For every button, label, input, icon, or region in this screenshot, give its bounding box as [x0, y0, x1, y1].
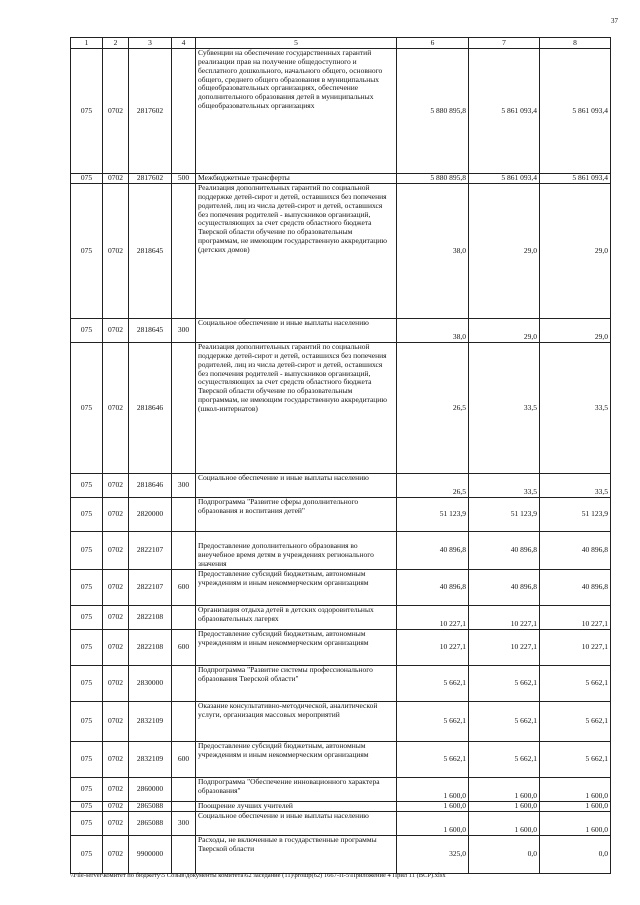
amount-col-6: 5 880 895,8 [397, 174, 469, 184]
amount-col-8: 0,0 [540, 836, 611, 874]
target-code: 2865088 [129, 812, 172, 836]
amount-col-7: 40 896,8 [469, 532, 540, 570]
amount-col-8: 33,5 [540, 474, 611, 498]
table-row [71, 666, 611, 702]
section-code: 0702 [103, 802, 129, 812]
amount-col-6: 5 662,1 [397, 702, 469, 742]
table-row [71, 570, 611, 606]
target-code: 2818645 [129, 319, 172, 343]
table-row [71, 532, 611, 570]
table-row [71, 49, 611, 174]
amount-col-8: 5 662,1 [540, 666, 611, 702]
ministry-code: 075 [71, 184, 103, 319]
header-cell-3: 3 [129, 38, 172, 49]
section-code: 0702 [103, 343, 129, 474]
amount-col-6: 38,0 [397, 184, 469, 319]
amount-col-6: 51 123,9 [397, 498, 469, 532]
item-description: Предоставление дополнительного образования во внеучебное время детям в учреждениях регионального значения [196, 532, 397, 570]
ministry-code: 075 [71, 343, 103, 474]
amount-col-8: 10 227,1 [540, 630, 611, 666]
ministry-code: 075 [71, 174, 103, 184]
expense-type-code: 300 [172, 812, 196, 836]
target-code: 2830000 [129, 666, 172, 702]
item-description: Субвенции на обеспечение государственных гарантий реализации прав на получение общедоступного и бесплатного дошкольного, начального общего, основного общего, среднего общего образования в муниципальных общеобразовательных организациях, обеспечение дополнительного образования детей в муниципальных общеобразовательных организациях [196, 49, 397, 174]
amount-col-6: 26,5 [397, 474, 469, 498]
target-code: 2820000 [129, 498, 172, 532]
amount-col-7: 1 600,0 [469, 778, 540, 802]
amount-col-6: 1 600,0 [397, 802, 469, 812]
section-code: 0702 [103, 174, 129, 184]
amount-col-8: 51 123,9 [540, 498, 611, 532]
table-row [71, 174, 611, 184]
amount-col-6: 1 600,0 [397, 778, 469, 802]
ministry-code: 075 [71, 836, 103, 874]
table-row [71, 812, 611, 836]
expense-type-code: 600 [172, 570, 196, 606]
item-description: Поощрение лучших учителей [196, 802, 397, 812]
amount-col-6: 40 896,8 [397, 570, 469, 606]
header-cell-4: 4 [172, 38, 196, 49]
ministry-code: 075 [71, 532, 103, 570]
amount-col-8: 1 600,0 [540, 802, 611, 812]
target-code: 2817602 [129, 174, 172, 184]
target-code: 2822107 [129, 570, 172, 606]
amount-col-8: 1 600,0 [540, 778, 611, 802]
item-description: Предоставление субсидий бюджетным, автономным учреждениям и иным некоммерческим организациям [196, 742, 397, 778]
target-code: 2822107 [129, 532, 172, 570]
item-description: Реализация дополнительных гарантий по социальной поддержке детей-сирот и детей, оставшихся без попечения родителей, лиц из числа детей-сирот и детей, оставшихся без попечения родителей - выпускников организаций, осуществляющих за счет средств областного бюджета Тверской области обучение по образовательным программам, не имеющим государственную аккредитацию (детских домов) [196, 184, 397, 319]
header-cell-8: 8 [540, 38, 611, 49]
expense-type-code [172, 498, 196, 532]
expense-type-code [172, 49, 196, 174]
amount-col-8: 40 896,8 [540, 570, 611, 606]
amount-col-8: 10 227,1 [540, 606, 611, 630]
target-code: 2832109 [129, 702, 172, 742]
expense-type-code [172, 702, 196, 742]
amount-col-7: 29,0 [469, 184, 540, 319]
amount-col-7: 10 227,1 [469, 606, 540, 630]
target-code: 2818646 [129, 343, 172, 474]
expense-type-code: 300 [172, 319, 196, 343]
table-row [71, 802, 611, 812]
expense-type-code: 500 [172, 174, 196, 184]
table-row [71, 606, 611, 630]
amount-col-7: 5 861 093,4 [469, 49, 540, 174]
header-cell-6: 6 [397, 38, 469, 49]
expense-type-code: 300 [172, 474, 196, 498]
item-description: Предоставление субсидий бюджетным, автономным учреждениям и иным некоммерческим организациям [196, 630, 397, 666]
target-code: 2817602 [129, 49, 172, 174]
section-code: 0702 [103, 630, 129, 666]
section-code: 0702 [103, 570, 129, 606]
ministry-code: 075 [71, 666, 103, 702]
amount-col-6: 38,0 [397, 319, 469, 343]
section-code: 0702 [103, 702, 129, 742]
item-description: Социальное обеспечение и иные выплаты населению [196, 319, 397, 343]
amount-col-7: 5 662,1 [469, 702, 540, 742]
amount-col-8: 5 861 093,4 [540, 174, 611, 184]
amount-col-7: 51 123,9 [469, 498, 540, 532]
section-code: 0702 [103, 532, 129, 570]
amount-col-8: 5 861 093,4 [540, 49, 611, 174]
budget-table [70, 37, 611, 874]
file-path-footer: \\File-server\комитет по бюджету\5 Созыв\документы комитета\62 заседание (11)\proшр(62) 1667-П-5\Приложение 4 Прил 11 (ВСР).xlsx [70, 872, 446, 879]
section-code: 0702 [103, 498, 129, 532]
amount-col-8: 1 600,0 [540, 812, 611, 836]
amount-col-6: 26,5 [397, 343, 469, 474]
amount-col-8: 29,0 [540, 319, 611, 343]
expense-type-code [172, 666, 196, 702]
item-description: Оказание консультативно-методической, аналитической услуги, организация массовых мероприятий [196, 702, 397, 742]
amount-col-7: 33,5 [469, 474, 540, 498]
table-row [71, 836, 611, 874]
header-row [71, 38, 611, 49]
header-cell-1: 1 [71, 38, 103, 49]
ministry-code: 075 [71, 812, 103, 836]
table-row [71, 702, 611, 742]
amount-col-6: 1 600,0 [397, 812, 469, 836]
amount-col-8: 40 896,8 [540, 532, 611, 570]
section-code: 0702 [103, 606, 129, 630]
amount-col-7: 40 896,8 [469, 570, 540, 606]
header-cell-7: 7 [469, 38, 540, 49]
item-description: Социальное обеспечение и иные выплаты населению [196, 474, 397, 498]
ministry-code: 075 [71, 702, 103, 742]
table-row [71, 630, 611, 666]
expense-type-code [172, 532, 196, 570]
amount-col-7: 1 600,0 [469, 802, 540, 812]
section-code: 0702 [103, 742, 129, 778]
amount-col-8: 29,0 [540, 184, 611, 319]
amount-col-8: 5 662,1 [540, 702, 611, 742]
amount-col-6: 10 227,1 [397, 606, 469, 630]
section-code: 0702 [103, 474, 129, 498]
section-code: 0702 [103, 666, 129, 702]
table-row [71, 742, 611, 778]
amount-col-7: 1 600,0 [469, 812, 540, 836]
target-code: 2865088 [129, 802, 172, 812]
amount-col-6: 325,0 [397, 836, 469, 874]
ministry-code: 075 [71, 606, 103, 630]
ministry-code: 075 [71, 802, 103, 812]
expense-type-code [172, 802, 196, 812]
amount-col-7: 5 662,1 [469, 666, 540, 702]
target-code: 2860000 [129, 778, 172, 802]
page-number: 37 [611, 17, 618, 25]
section-code: 0702 [103, 836, 129, 874]
amount-col-7: 29,0 [469, 319, 540, 343]
amount-col-6: 10 227,1 [397, 630, 469, 666]
item-description: Подпрограмма "Развитие сферы дополнительного образования и воспитания детей" [196, 498, 397, 532]
target-code: 2822108 [129, 630, 172, 666]
table-row [71, 474, 611, 498]
amount-col-8: 5 662,1 [540, 742, 611, 778]
amount-col-7: 10 227,1 [469, 630, 540, 666]
item-description: Подпрограмма "Обеспечение инновационного характера образования" [196, 778, 397, 802]
expense-type-code [172, 184, 196, 319]
table-row [71, 343, 611, 474]
item-description: Реализация дополнительных гарантий по социальной поддержке детей-сирот и детей, оставшихся без попечения родителей, лиц из числа детей-сирот и детей, оставшихся без попечения родителей - выпускников организаций, осуществляющих за счет средств областного бюджета Тверской области обучение по образовательным программам, не имеющим государственную аккредитацию (школ-интернатов) [196, 343, 397, 474]
section-code: 0702 [103, 778, 129, 802]
item-description: Социальное обеспечение и иные выплаты населению [196, 812, 397, 836]
target-code: 2822108 [129, 606, 172, 630]
item-description: Расходы, не включенные в государственные программы Тверской области [196, 836, 397, 874]
amount-col-6: 5 880 895,8 [397, 49, 469, 174]
item-description: Межбюджетные трансферты [196, 174, 397, 184]
target-code: 9900000 [129, 836, 172, 874]
table-row [71, 778, 611, 802]
amount-col-6: 5 662,1 [397, 742, 469, 778]
expense-type-code: 600 [172, 630, 196, 666]
expense-type-code [172, 778, 196, 802]
expense-type-code [172, 836, 196, 874]
amount-col-7: 5 662,1 [469, 742, 540, 778]
item-description: Организация отдыха детей в детских оздоровительных образовательных лагерях [196, 606, 397, 630]
header-cell-5: 5 [196, 38, 397, 49]
target-code: 2832109 [129, 742, 172, 778]
ministry-code: 075 [71, 49, 103, 174]
item-description: Предоставление субсидий бюджетным, автономным учреждениям и иным некоммерческим организациям [196, 570, 397, 606]
ministry-code: 075 [71, 630, 103, 666]
amount-col-7: 5 861 093,4 [469, 174, 540, 184]
ministry-code: 075 [71, 474, 103, 498]
section-code: 0702 [103, 49, 129, 174]
target-code: 2818646 [129, 474, 172, 498]
table-row [71, 498, 611, 532]
target-code: 2818645 [129, 184, 172, 319]
amount-col-7: 33,5 [469, 343, 540, 474]
amount-col-6: 40 896,8 [397, 532, 469, 570]
expense-type-code: 600 [172, 742, 196, 778]
ministry-code: 075 [71, 570, 103, 606]
section-code: 0702 [103, 184, 129, 319]
ministry-code: 075 [71, 319, 103, 343]
table-row [71, 319, 611, 343]
ministry-code: 075 [71, 778, 103, 802]
expense-type-code [172, 343, 196, 474]
amount-col-6: 5 662,1 [397, 666, 469, 702]
header-cell-2: 2 [103, 38, 129, 49]
item-description: Подпрограмма "Развитие системы профессионального образования Тверской области" [196, 666, 397, 702]
amount-col-7: 0,0 [469, 836, 540, 874]
section-code: 0702 [103, 812, 129, 836]
ministry-code: 075 [71, 742, 103, 778]
ministry-code: 075 [71, 498, 103, 532]
expense-type-code [172, 606, 196, 630]
table-row [71, 184, 611, 319]
section-code: 0702 [103, 319, 129, 343]
amount-col-8: 33,5 [540, 343, 611, 474]
